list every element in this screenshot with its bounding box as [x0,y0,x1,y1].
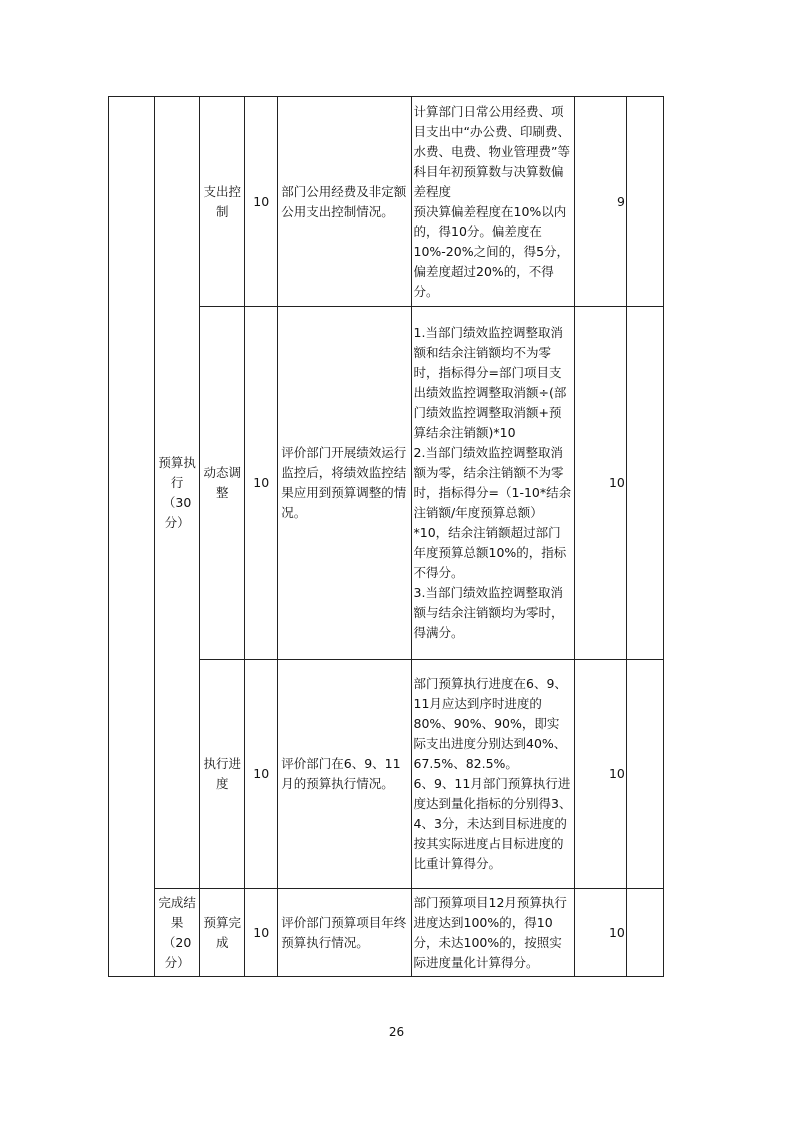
page-number: 26 [388,1025,405,1039]
remark-cell [626,307,663,660]
evaluation-table [108,96,664,977]
level2-indicator: 预算完成 [200,889,245,977]
level1-indicator: 完成结果（20分） [155,889,200,977]
criteria-cell: 部门预算项目12月预算执行进度达到100%的，得10分，未达100%的，按照实际进度量化计算得分。 [411,889,574,977]
remark-cell [626,660,663,889]
criteria-cell: 1.当部门绩效监控调整取消额和结余注销额均不为零时，指标得分=部门项目支出绩效监控调整取消额÷(部门绩效监控调整取消额+预算结余注销额)*10 2.当部门绩效监控调整取消额为零，结余注销额不为零时，指标得分=（1-10*结余注销额/年度预算总额）*10，结余注销额超过部门年度预算总额10%的，指标不得分。 3.当部门绩效监控调整取消额与结余注销额均为零时，得满分。 [411,307,574,660]
table-row [109,97,664,307]
level2-indicator: 支出控制 [200,97,245,307]
score-cell: 10 [574,889,626,977]
level2-indicator: 执行进度 [200,660,245,889]
weight-cell: 10 [245,889,278,977]
description-cell: 部门公用经费及非定额公用支出控制情况。 [278,97,411,307]
criteria-cell: 部门预算执行进度在6、9、11月应达到序时进度的80%、90%、90%，即实际支出进度分别达到40%、67.5%、82.5%。 6、9、11月部门预算执行进度达到量化指标的分别得3、4、3分，未达到目标进度的按其实际进度占目标进度的比重计算得分。 [411,660,574,889]
table-row [109,889,664,977]
level2-indicator: 动态调整 [200,307,245,660]
remark-cell [626,97,663,307]
blank-cell [109,97,155,977]
remark-cell [626,889,663,977]
level1-indicator: 预算执行（30分） [155,97,200,889]
description-cell: 评价部门在6、9、11月的预算执行情况。 [278,660,411,889]
score-cell: 10 [574,307,626,660]
weight-cell: 10 [245,307,278,660]
description-cell: 评价部门预算项目年终预算执行情况。 [278,889,411,977]
score-cell: 9 [574,97,626,307]
weight-cell: 10 [245,97,278,307]
weight-cell: 10 [245,660,278,889]
criteria-cell: 计算部门日常公用经费、项目支出中“办公费、印刷费、水费、电费、物业管理费”等科目年初预算数与决算数偏差程度 预决算偏差程度在10%以内的，得10分。偏差度在10%-20%之间的，得5分，偏差度超过20%的，不得分。 [411,97,574,307]
score-cell: 10 [574,660,626,889]
description-cell: 评价部门开展绩效运行监控后，将绩效监控结果应用到预算调整的情况。 [278,307,411,660]
